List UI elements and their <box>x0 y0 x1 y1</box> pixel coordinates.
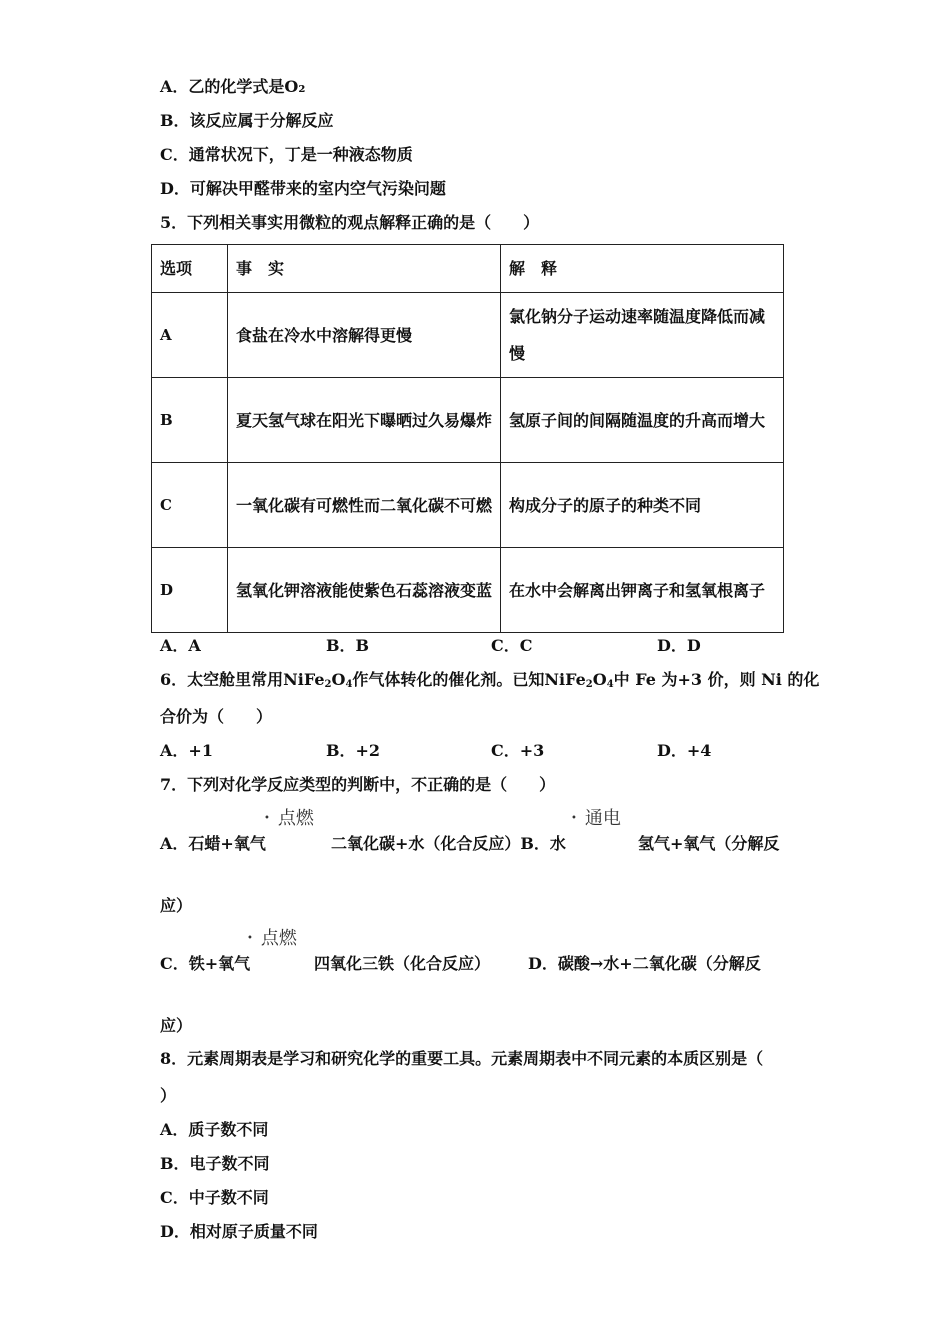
q8-option-a: A．质子数不同 <box>160 1120 269 1139</box>
q4-option-b: B．该反应属于分解反应 <box>160 111 334 130</box>
q6-answer-c: C．+3 <box>491 741 545 760</box>
q6-text-1: 太空舱里常用 <box>187 670 284 689</box>
q6-stem-line2: 合价为（ ） <box>160 707 273 726</box>
q5-answer-c: C．C <box>491 636 533 655</box>
table-row <box>152 463 784 548</box>
row-explanation: 在水中会解离出钾离子和氢氧根离子 <box>501 548 784 633</box>
q6-formula-2: $NiFe_2O_4$ <box>544 670 614 690</box>
row-fact: 一氧化碳有可燃性而二氧化碳不可燃 <box>228 463 501 548</box>
row-explanation: 构成分子的原子的种类不同 <box>501 463 784 548</box>
header-fact: 事 实 <box>228 245 501 293</box>
q5-answer-a: A．A <box>160 636 201 655</box>
q8-option-d: D．相对原子质量不同 <box>160 1222 318 1241</box>
q6-answer-d: D．+4 <box>657 741 712 760</box>
q8-option-b: B．电子数不同 <box>160 1154 270 1173</box>
header-option: 选项 <box>152 245 228 293</box>
row-fact: 夏天氢气球在阳光下曝晒过久易爆炸 <box>228 378 501 463</box>
q7-wrap-1: 应） <box>160 896 193 915</box>
row-option: A <box>152 293 228 378</box>
q6-number: 6． <box>160 670 188 689</box>
q4-option-c: C．通常状况下，丁是一种液态物质 <box>160 145 413 164</box>
q4-option-d: D．可解决甲醛带来的室内空气污染问题 <box>160 179 446 198</box>
row-explanation: 氢原子间的间隔随温度的升高而增大 <box>501 378 784 463</box>
row-option: D <box>152 548 228 633</box>
q4-option-a: A．乙的化学式是O₂ <box>160 77 306 96</box>
table-row <box>152 378 784 463</box>
q7-option-c-left: C．铁+氧气 <box>160 954 251 973</box>
table-row <box>152 548 784 633</box>
q7-stem: 7．下列对化学反应类型的判断中，不正确的是（ ） <box>160 775 556 794</box>
q8-stem-end: ） <box>160 1086 177 1105</box>
q5-stem: 5．下列相关事实用微粒的观点解释正确的是（ ） <box>160 213 540 232</box>
q7-condition-burn-a: • 点燃 <box>264 808 314 829</box>
q5-answer-d: D．D <box>657 636 701 655</box>
row-option: B <box>152 378 228 463</box>
table-row <box>152 293 784 378</box>
q7-option-c-right: 四氧化三铁（化合反应） <box>314 954 491 973</box>
q8-stem: 8．元素周期表是学习和研究化学的重要工具。元素周期表中不同元素的本质区别是（ <box>160 1049 764 1068</box>
q6-answer-b: B．+2 <box>326 741 381 760</box>
q6-answer-a: A．+1 <box>160 741 213 760</box>
q7-condition-burn-c: • 点燃 <box>247 928 297 949</box>
q8-option-c: C．中子数不同 <box>160 1188 269 1207</box>
row-fact: 氢氧化钾溶液能使紫色石蕊溶液变蓝 <box>228 548 501 633</box>
row-option: C <box>152 463 228 548</box>
row-fact: 食盐在冷水中溶解得更慢 <box>228 293 501 378</box>
q6-formula-1: $NiFe_2O_4$ <box>283 670 353 690</box>
q7-option-a-left: A．石蜡+氧气 <box>160 834 266 853</box>
q7-option-d: D．碳酸→水+二氧化碳（分解反 <box>528 954 761 973</box>
q7-condition-electric-b: • 通电 <box>571 808 621 829</box>
q6-text-2: 作气体转化的催化剂。已知 <box>352 670 545 689</box>
q5-table <box>151 244 784 633</box>
q7-wrap-2: 应） <box>160 1016 193 1035</box>
q6-stem-line1 <box>160 670 819 690</box>
q7-option-b-right: 氢气+氧气（分解反 <box>638 834 780 853</box>
header-explanation: 解 释 <box>501 245 784 293</box>
row-explanation: 氯化钠分子运动速率随温度降低而减慢 <box>501 293 784 378</box>
q7-option-a-right: 二氧化碳+水（化合反应）B．水 <box>331 834 566 853</box>
q5-answer-b: B．B <box>326 636 370 655</box>
table-header-row <box>152 245 784 293</box>
q6-text-3: 中 Fe 为+3 价，则 Ni 的化 <box>613 670 820 689</box>
